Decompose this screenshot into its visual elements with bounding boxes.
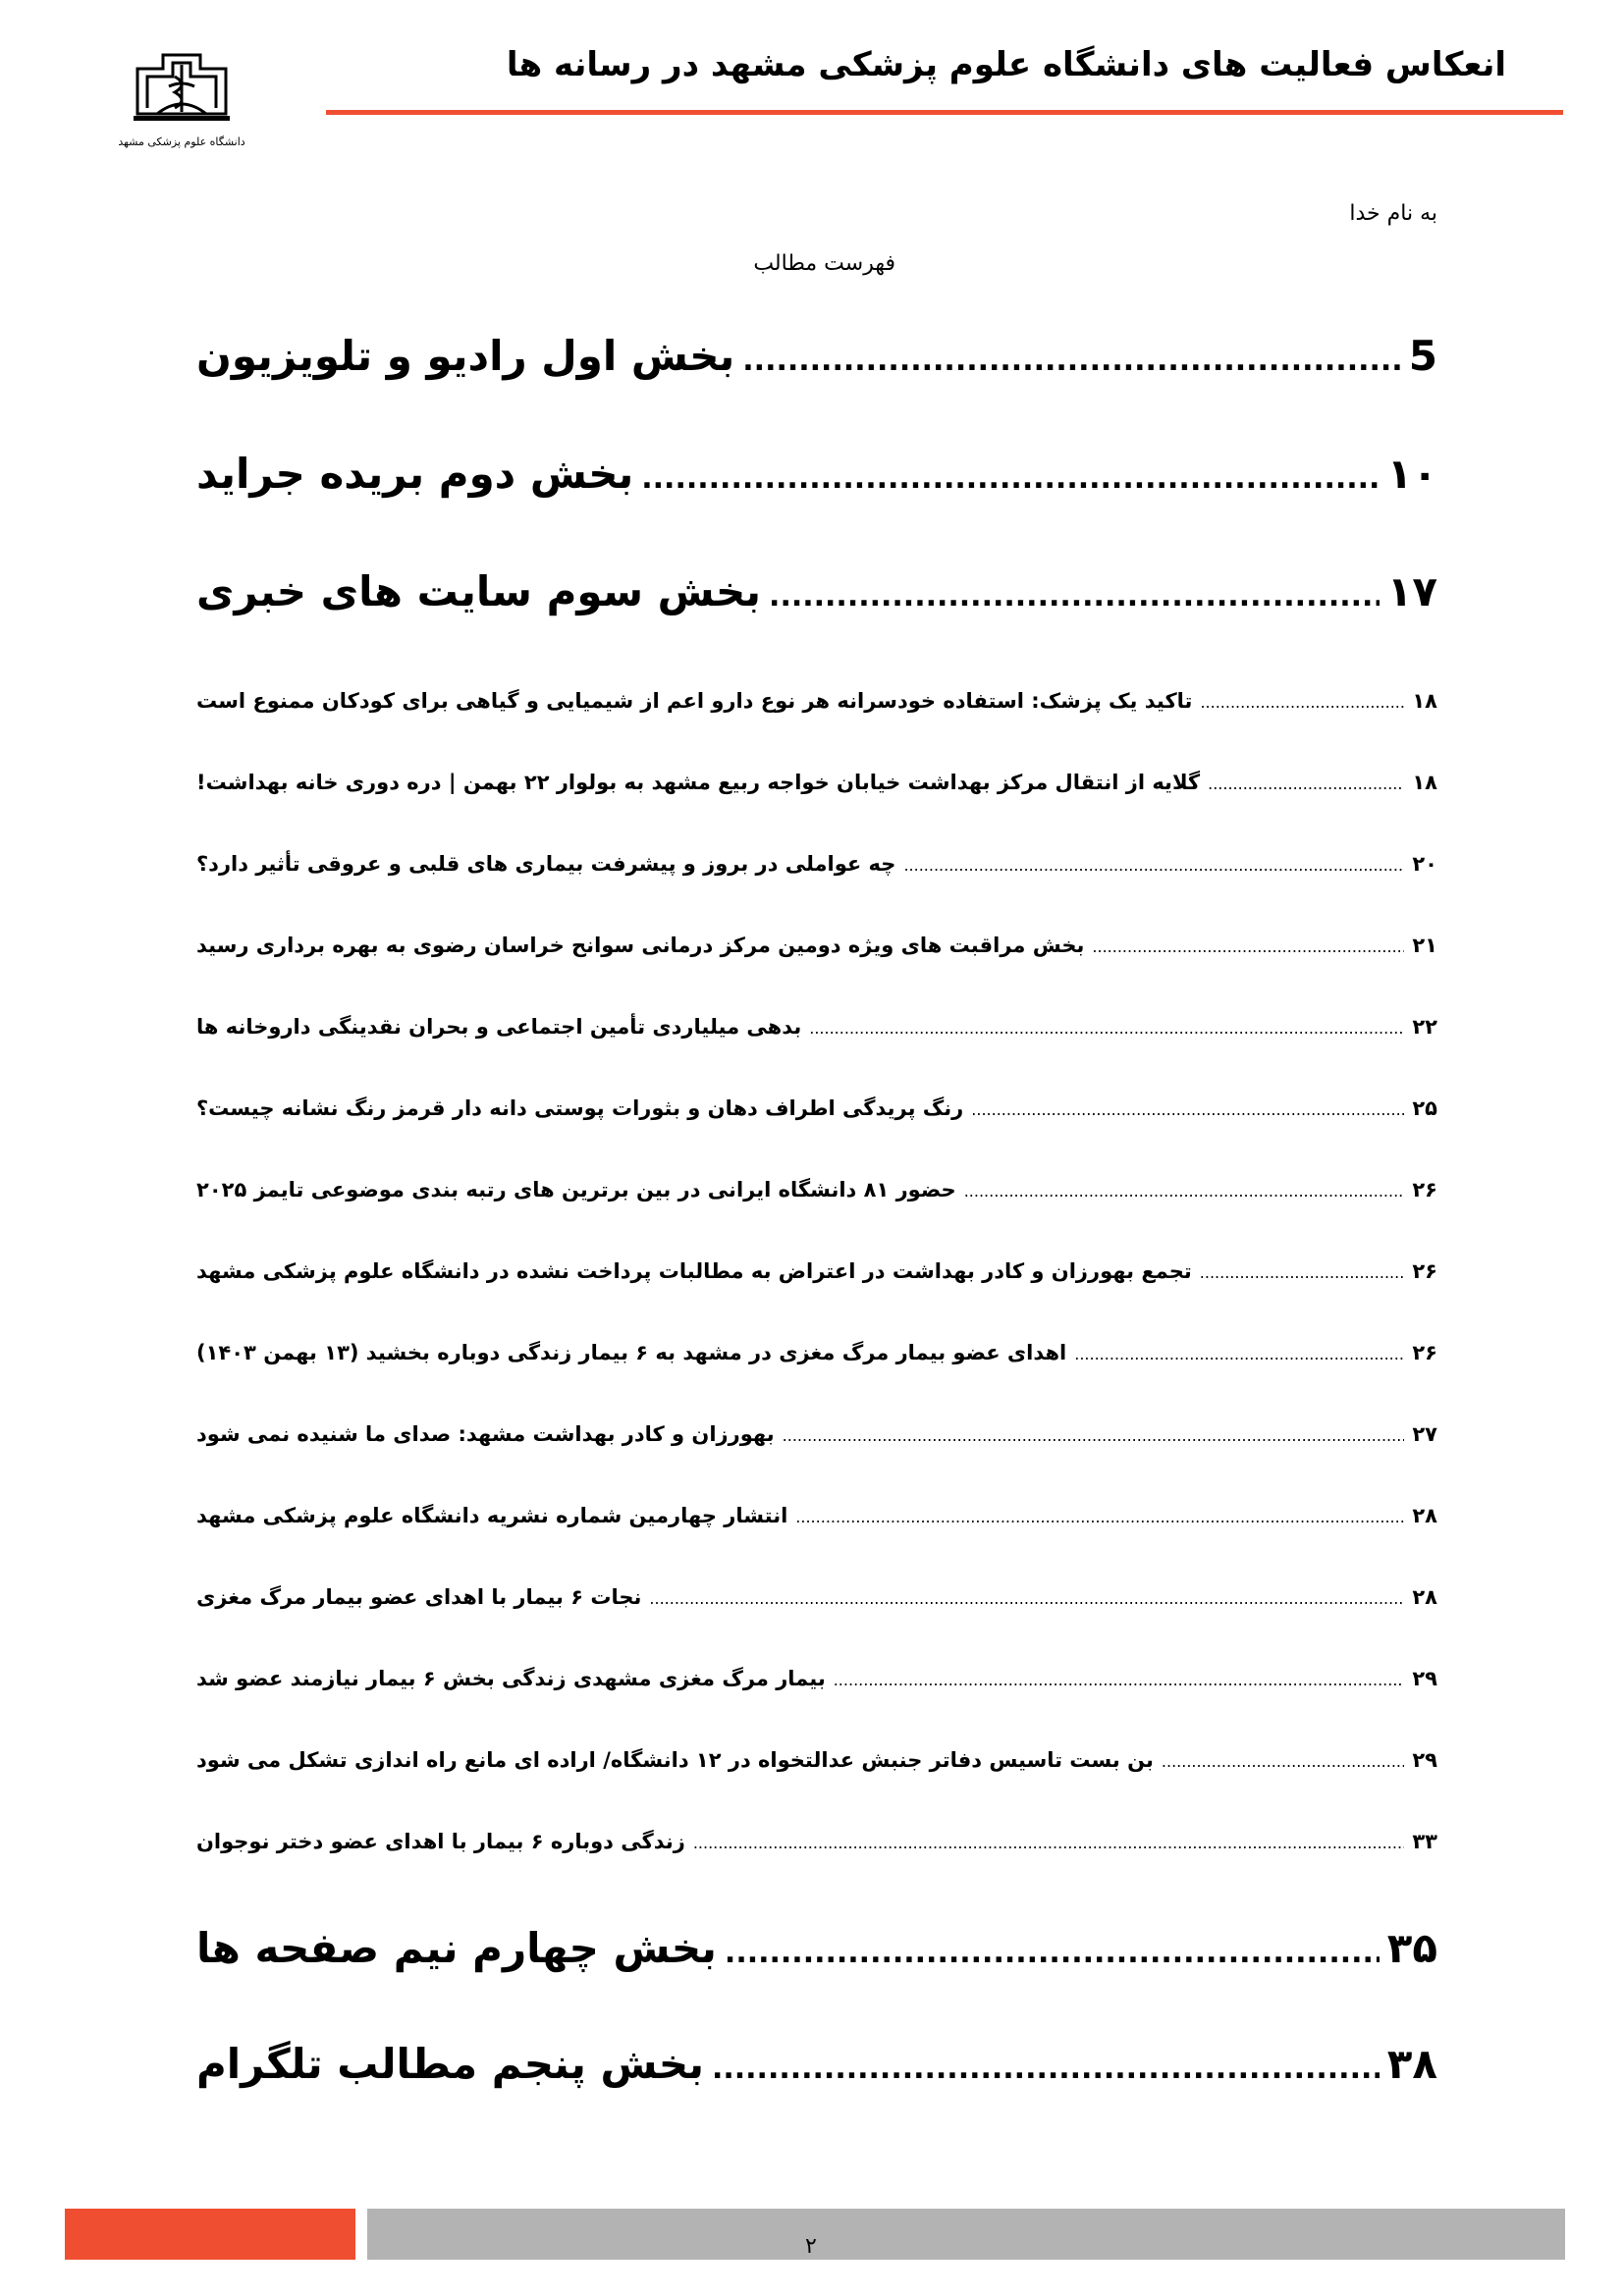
toc-page-number: ۳۸ [1386,2040,1437,2088]
toc-page-number: ۱۸ [1412,771,1437,794]
toc-page-number: ۲۱ [1412,934,1437,957]
toc-section-title: بخش پنجم مطالب تلگرام [196,2040,704,2088]
toc-page-number: ۲۰ [1412,852,1437,876]
dot-leader [903,856,1404,875]
toc-item-title: چه عواملی در بروز و پیشرفت بیماری های قلبی و عروقی تأثیر دارد؟ [196,852,896,876]
toc-item[interactable] [196,1748,1437,1772]
toc-item-title: بدهی میلیاردی تأمین اجتماعی و بحران نقدینگی داروخانه ها [196,1015,802,1039]
bismillah-text: به نام خدا [1349,201,1437,226]
toc-item-title: نجات ۶ بیمار با اهدای عضو بیمار مرگ مغزی [196,1585,642,1609]
dot-leader [725,1936,1380,1970]
dot-leader [1074,1345,1404,1363]
toc-item[interactable] [196,1667,1437,1690]
dot-leader [641,461,1379,496]
toc-page-number: ۲۲ [1412,1015,1437,1039]
toc-item-title: بن بست تاسیس دفاتر جنبش عدالتخواه در ۱۲ دانشگاه/ اراده ای مانع راه اندازی تشکل می شود [196,1748,1154,1772]
toc-item-title: اهدای عضو بیمار مرگ مغزی در مشهد به ۶ بیمار زندگی دوباره بخشید (۱۳ بهمن ۱۴۰۳) [196,1341,1067,1364]
dot-leader [783,1426,1405,1445]
toc-section-title: بخش سوم سایت های خبری [196,567,762,615]
svg-text:دانشگاه علوم پزشکی مشهد: دانشگاه علوم پزشکی مشهد [118,135,245,148]
toc-item-title: انتشار چهارمین شماره نشریه دانشگاه علوم پزشکی مشهد [196,1504,788,1527]
toc-item[interactable] [196,934,1437,957]
toc-page-number: ۲۵ [1412,1096,1437,1120]
dot-leader [809,1019,1404,1038]
toc-page-number: ۲۸ [1412,1585,1437,1609]
toc-item-title: حضور ۸۱ دانشگاه ایرانی در بین برترین های رتبه بندی موضوعی تایمز ۲۰۲۵ [196,1178,956,1201]
document-header-title: انعکاس فعالیت های دانشگاه علوم پزشکی مشهد در رسانه ها [506,45,1506,84]
dot-leader [742,344,1400,378]
dot-leader [1200,693,1404,712]
toc-item[interactable] [196,1830,1437,1853]
toc-section-4[interactable] [196,1924,1437,1972]
dot-leader [693,1834,1405,1852]
toc-section-title: بخش چهارم نیم صفحه ها [196,1924,717,1972]
toc-page-number: ۲۶ [1412,1341,1437,1364]
toc-page-number: ۲۶ [1412,1259,1437,1283]
toc-item[interactable] [196,1259,1437,1283]
toc-page-number: ۲۸ [1412,1504,1437,1527]
toc-item[interactable] [196,1341,1437,1364]
toc-title: فهرست مطالب [753,251,895,276]
university-logo [118,37,245,165]
footer-accent-bar [65,2209,355,2260]
dot-leader [649,1589,1404,1608]
toc-page-number: ۲۶ [1412,1178,1437,1201]
dot-leader [1200,1263,1405,1282]
toc-item[interactable] [196,689,1437,713]
toc-item-title: بخش مراقبت های ویژه دومین مرکز درمانی سوانح خراسان رضوی به بهره برداری رسید [196,934,1085,957]
toc-item[interactable] [196,1504,1437,1527]
dot-leader [1092,937,1404,956]
page-number: ۲ [805,2234,817,2259]
toc-item-title: رنگ پریدگی اطراف دهان و بثورات پوستی دانه دار قرمز رنگ نشانه چیست؟ [196,1096,964,1120]
toc-item-title: بیمار مرگ مغزی مشهدی زندگی بخش ۶ بیمار نیازمند عضو شد [196,1667,826,1690]
dot-leader [769,579,1380,614]
toc-page-number: 5 [1408,332,1437,380]
toc-section-2[interactable] [196,450,1437,498]
toc-item[interactable] [196,1585,1437,1609]
toc-item[interactable] [196,852,1437,876]
toc-item-title: تجمع بهورزان و کادر بهداشت در اعتراض به مطالبات پرداخت نشده در دانشگاه علوم پزشکی مشهد [196,1259,1192,1283]
dot-leader [964,1182,1405,1201]
toc-page-number: ۱۸ [1412,689,1437,713]
toc-section-3[interactable] [196,567,1437,615]
toc-page-number: ۲۹ [1412,1667,1437,1690]
toc-page-number: ۳۳ [1412,1830,1437,1853]
dot-leader [795,1508,1404,1526]
toc-section-1[interactable] [196,332,1437,380]
toc-item-title: بهورزان و کادر بهداشت مشهد: صدای ما شنیده نمی شود [196,1422,775,1446]
toc-page-number: ۳۵ [1386,1924,1437,1972]
toc-item[interactable] [196,771,1437,794]
dot-leader [834,1671,1405,1689]
toc-page-number: ۱۰ [1386,450,1437,498]
toc-page-number: ۲۹ [1412,1748,1437,1772]
toc-item-title: تاکید یک پزشک: استفاده خودسرانه هر نوع دارو اعم از شیمیایی و گیاهی برای کودکان ممنوع است [196,689,1193,713]
toc-page-number: ۲۷ [1412,1422,1437,1446]
footer-gray-bar [367,2209,1565,2260]
toc-item-title: زندگی دوباره ۶ بیمار با اهدای عضو دختر نوجوان [196,1830,685,1853]
dot-leader [712,2052,1380,2086]
header-divider [326,110,1563,115]
toc-page-number: ۱۷ [1386,567,1437,615]
dot-leader [1162,1752,1404,1771]
toc-section-title: بخش اول رادیو و تلویزیون [196,332,735,380]
toc-section-title: بخش دوم بریده جراید [196,450,634,498]
toc-item[interactable] [196,1096,1437,1120]
dot-leader [971,1100,1404,1119]
toc-section-5[interactable] [196,2040,1437,2088]
dot-leader [1208,774,1404,793]
toc-item[interactable] [196,1422,1437,1446]
toc-item[interactable] [196,1178,1437,1201]
toc-item-title: گلایه از انتقال مرکز بهداشت خیابان خواجه ربیع مشهد به بولوار ۲۲ بهمن | دره دوری خانه بهداشت! [196,771,1201,794]
toc-item[interactable] [196,1015,1437,1039]
